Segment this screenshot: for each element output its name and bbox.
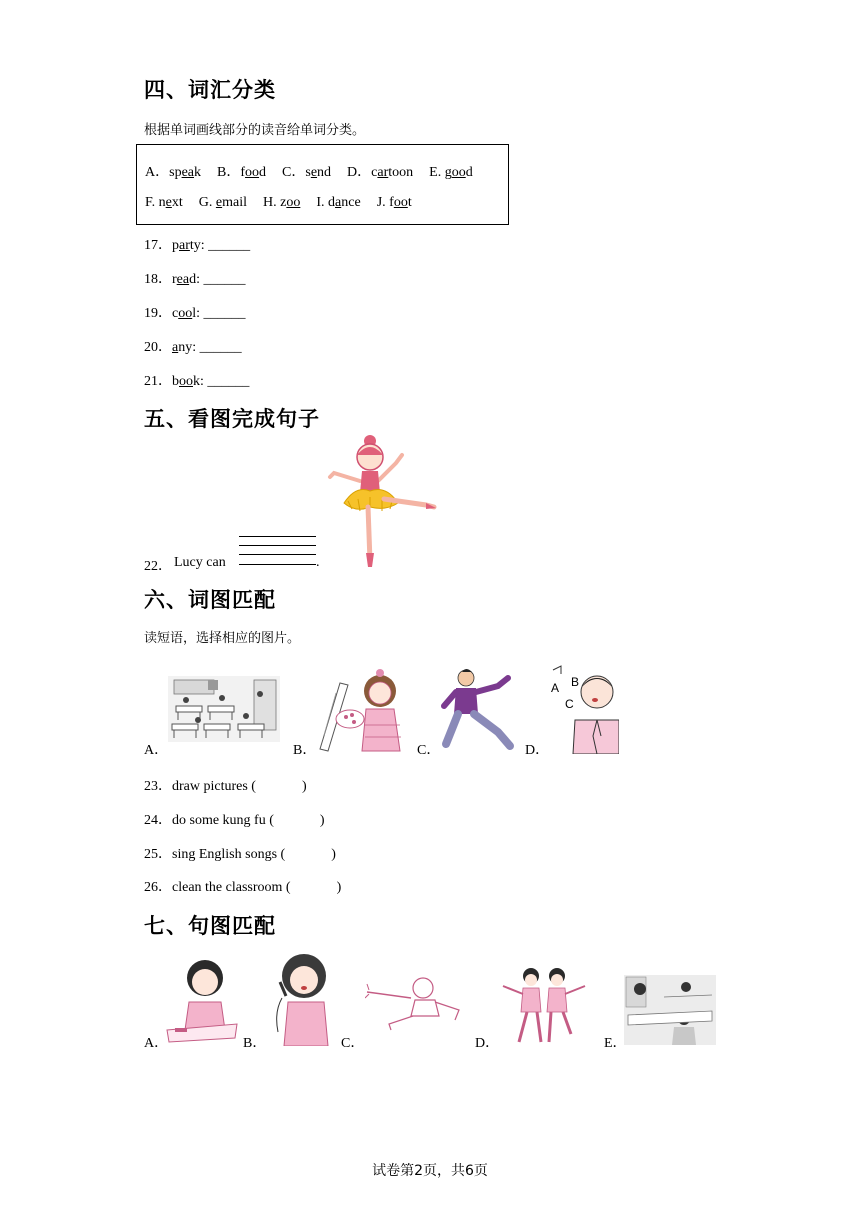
word-underlined-part: e [310, 165, 318, 180]
question-close-paren: ) [301, 779, 307, 794]
word-suffix: d [259, 165, 267, 180]
word-bank-item [347, 165, 413, 180]
pic7-label-c: C． [341, 1036, 365, 1051]
girl-drawing-image [318, 665, 402, 753]
word-suffix: toon [388, 165, 414, 180]
question-26 [144, 876, 341, 896]
section-6-instruction: 读短语，选择相应的图片。 [144, 631, 301, 646]
question-number: 23． [144, 779, 172, 794]
word-underlined-part: e [165, 195, 172, 210]
question-underlined-part: ea [176, 272, 190, 287]
question-answer-blank[interactable]: l: ______ [192, 306, 246, 321]
question-number: 20． [144, 340, 172, 355]
word-label: H. [263, 195, 281, 210]
word-bank-item [217, 165, 266, 180]
section-6-title: 六、词图匹配 [144, 588, 276, 612]
word-label: C． [282, 165, 306, 180]
q22-number: 22． [144, 559, 172, 574]
question-number: 24． [144, 813, 172, 828]
question-number: 18． [144, 272, 172, 287]
question-18 [144, 268, 246, 288]
word-prefix: f [240, 165, 246, 180]
word-label: E. [429, 165, 445, 180]
section-7-title: 七、句图匹配 [144, 914, 276, 938]
question-answer-blank[interactable]: ny: ______ [178, 340, 242, 355]
boy-singing-image [549, 662, 619, 754]
question-word-prefix: p [172, 238, 179, 253]
section-4-instruction: 根据单词画线部分的读音给单词分类。 [144, 123, 366, 138]
question-underlined-part: oo [179, 374, 193, 389]
word-prefix: z [280, 195, 287, 210]
word-prefix: d [328, 195, 336, 210]
sing-letter-b: B [571, 675, 580, 689]
question-24 [144, 809, 325, 829]
question-answer-blank[interactable]: k: ______ [193, 374, 250, 389]
word-bank-row [145, 195, 428, 211]
question-close-paren: ) [336, 880, 342, 895]
page-footer: 试卷第2页，共6页 [372, 1163, 488, 1179]
word-underlined-part: oo [245, 165, 260, 180]
word-label: G. [198, 195, 216, 210]
question-close-paren: ) [319, 813, 325, 828]
word-underlined-part: ar [377, 165, 389, 180]
question-phrase: do some kung fu ( [172, 813, 274, 828]
word-suffix: nce [341, 195, 361, 210]
word-suffix: mail [222, 195, 248, 210]
question-underlined-part: a [172, 340, 179, 355]
kung-fu-sword-image [365, 972, 463, 1032]
question-phrase: draw pictures ( [172, 779, 256, 794]
word-underlined-part: oo [393, 195, 408, 210]
word-prefix: n [158, 195, 166, 210]
question-17 [144, 234, 250, 254]
sing-letter-c: C [565, 697, 574, 711]
question-25 [144, 843, 336, 863]
girl-singing-mic-image [268, 952, 332, 1046]
question-number: 19． [144, 306, 172, 321]
word-bank-item [199, 195, 247, 210]
sing-letter-a: A [551, 681, 560, 695]
question-19 [144, 302, 246, 322]
word-prefix: g [444, 165, 452, 180]
pic-label-a: A． [144, 743, 169, 758]
question-word-prefix: b [172, 374, 179, 389]
ballet-dancer-image [326, 433, 438, 569]
word-bank-box [136, 144, 509, 225]
word-bank-item [263, 195, 300, 210]
word-label: F. [145, 195, 159, 210]
classroom-students-image [624, 975, 716, 1045]
word-bank-item [145, 165, 201, 180]
pic7-label-d: D． [475, 1036, 500, 1051]
question-23 [144, 775, 307, 795]
question-word-prefix: r [172, 272, 177, 287]
word-label: J. [376, 195, 390, 210]
question-21 [144, 370, 249, 390]
question-underlined-part: oo [178, 306, 193, 321]
word-bank-row [145, 161, 489, 181]
word-label: A． [145, 165, 170, 180]
word-underlined-part: ea [181, 165, 195, 180]
word-bank-item [316, 195, 360, 210]
word-suffix: xt [171, 195, 183, 210]
pic-label-d: D． [525, 743, 550, 758]
question-number: 21． [144, 374, 172, 389]
word-suffix: d [465, 165, 473, 180]
word-underlined-part: e [215, 195, 223, 210]
word-label: B． [217, 165, 241, 180]
word-bank-item [282, 165, 331, 180]
kung-fu-man-image [440, 666, 516, 752]
q22-period: . [316, 555, 320, 570]
question-underlined-part: ar [179, 238, 190, 253]
girls-dancing-image [497, 964, 591, 1046]
word-underlined-part: a [335, 195, 342, 210]
pic7-label-e: E． [604, 1036, 627, 1051]
word-suffix: k [194, 165, 202, 180]
q22-text: Lucy can [174, 555, 226, 570]
question-word-prefix: c [172, 306, 179, 321]
question-phrase: clean the classroom ( [172, 880, 291, 895]
question-answer-blank[interactable]: d: ______ [189, 272, 246, 287]
question-20 [144, 336, 242, 356]
question-close-paren: ) [331, 847, 336, 862]
word-label: D． [347, 165, 372, 180]
word-bank-item [377, 195, 412, 210]
pic7-label-a: A． [144, 1036, 169, 1051]
word-prefix: sp [169, 165, 182, 180]
section-4-title: 四、词汇分类 [144, 78, 276, 102]
question-number: 25． [144, 847, 172, 862]
word-suffix: nd [317, 165, 332, 180]
classroom-cleaning-image [168, 676, 280, 742]
girl-drawing-table-image [165, 958, 239, 1044]
pic7-label-b: B． [243, 1036, 267, 1051]
question-number: 26． [144, 880, 172, 895]
question-phrase: sing English songs ( [172, 847, 286, 862]
word-bank-item [429, 165, 473, 180]
q22-answer-lines[interactable] [239, 536, 316, 566]
word-suffix: t [407, 195, 412, 210]
word-prefix: s [305, 165, 311, 180]
word-underlined-part: oo [451, 165, 466, 180]
question-answer-blank[interactable]: ty: ______ [189, 238, 251, 253]
word-bank-item [145, 195, 183, 210]
pic-label-c: C． [417, 743, 441, 758]
pic-label-b: B． [293, 743, 317, 758]
section-5-title: 五、看图完成句子 [144, 407, 320, 431]
word-prefix: c [371, 165, 378, 180]
word-label: I. [316, 195, 329, 210]
question-number: 17． [144, 238, 172, 253]
word-underlined-part: oo [286, 195, 301, 210]
word-prefix: f [389, 195, 394, 210]
